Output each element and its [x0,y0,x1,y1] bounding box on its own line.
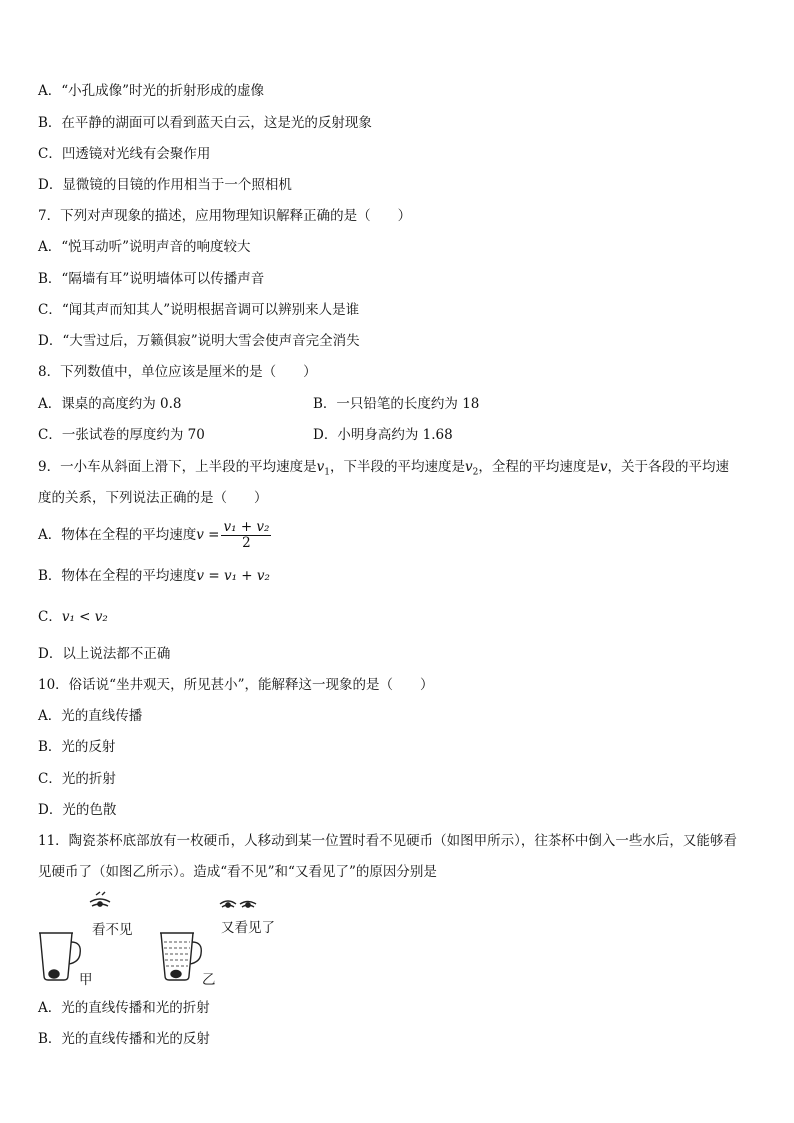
q9-option-c-text: C． [38,609,62,625]
q11-stem-line1: 11．陶瓷茶杯底部放有一枚硬币，人移动到某一位置时看不见硬币（如图甲所示），往茶杯中倒入一些水后，又能够看 [38,833,737,849]
q9-v: v [599,459,608,475]
q9-v1-sub: 1 [324,467,330,478]
q9-v2-sub: 2 [472,467,479,478]
q9-v1: v [316,459,325,475]
q9-option-a-text: A．物体在全程的平均速度 [38,527,197,543]
q10-option-a: A．光的直线传播 [38,708,143,724]
q11-option-a: A．光的直线传播和光的折射 [38,1000,210,1016]
q6-option-a: A．“小孔成像”时光的折射形成的虚像 [38,83,265,99]
q9-v2: v [464,459,473,475]
q9-option-d: D．以上说法都不正确 [38,646,171,662]
q6-option-d: D．显微镜的目镜的作用相当于一个照相机 [38,177,292,193]
q10-stem: 10．俗话说“坐井观天，所见甚小”，能解释这一现象的是（ ） [38,677,434,693]
q10-option-c: C．光的折射 [38,771,116,787]
q9-option-a [38,517,271,553]
q7-option-c: C．“闻其声而知其人”说明根据音调可以辨别来人是谁 [38,302,360,318]
q9-option-a-denominator: 2 [242,535,251,551]
label-can-see: 又看见了 [221,920,275,936]
q11-figure-svg [30,890,330,990]
q9-option-a-fraction [221,520,271,551]
cup-jia-icon [39,933,80,980]
label-jia: 甲 [79,972,93,988]
q9-option-b [38,567,270,585]
eye-icon-2 [220,901,256,907]
q11-figure [30,890,330,990]
cup-yi-icon [160,933,201,980]
q6-option-c: C．凹透镜对光线有会聚作用 [38,146,211,162]
q9-option-c [38,608,108,626]
q10-option-b: B．光的反射 [38,739,116,755]
q9-option-b-eq: v = v₁ + v₂ [196,568,270,584]
q9-option-c-eq: v₁ < v₂ [61,609,108,625]
q6-option-b: B．在平静的湖面可以看到蓝天白云，这是光的反射现象 [38,115,372,131]
eye-icon [90,892,110,906]
q7-option-a: A．“悦耳动听”说明声音的响度较大 [38,239,251,255]
q10-option-d: D．光的色散 [38,802,117,818]
q8-option-a: A．课桌的高度约为 0.8 [38,396,182,412]
q11-option-b: B．光的直线传播和光的反射 [38,1031,210,1047]
q9-stem-part2: ，下半段的平均速度是 [329,459,465,475]
label-yi: 乙 [202,972,216,988]
q9-stem-line2: 度的关系，下列说法正确的是（ ） [38,490,268,506]
q9-option-a-numerator: v₁ + v₂ [223,519,270,535]
q7-option-b: B．“隔墙有耳”说明墙体可以传播声音 [38,271,265,287]
q9-option-b-text: B．物体在全程的平均速度 [38,568,197,584]
water-lines [164,942,190,966]
label-cannot-see: 看不见 [92,922,133,938]
q8-stem: 8．下列数值中，单位应该是厘米的是（ ） [38,364,317,380]
q9-stem-line1 [38,458,729,482]
q11-stem-line2: 见硬币了（如图乙所示）。造成“看不见”和“又看见了”的原因分别是 [38,864,437,880]
q8-option-d: D．小明身高约为 1.68 [313,427,453,443]
q9-option-a-eq: v = [196,527,220,543]
q7-option-d: D．“大雪过后，万籁俱寂”说明大雪会使声音完全消失 [38,333,360,349]
q9-stem-part1: 9．一小车从斜面上滑下，上半段的平均速度是 [38,459,317,475]
q8-option-c: C．一张试卷的厚度约为 70 [38,427,205,443]
q8-option-b: B．一只铅笔的长度约为 18 [313,396,480,412]
q7-stem: 7．下列对声现象的描述，应用物理知识解释正确的是（ ） [38,208,412,224]
q9-stem-part4: ，关于各段的平均速 [607,459,729,475]
q9-stem-part3: ，全程的平均速度是 [478,459,600,475]
